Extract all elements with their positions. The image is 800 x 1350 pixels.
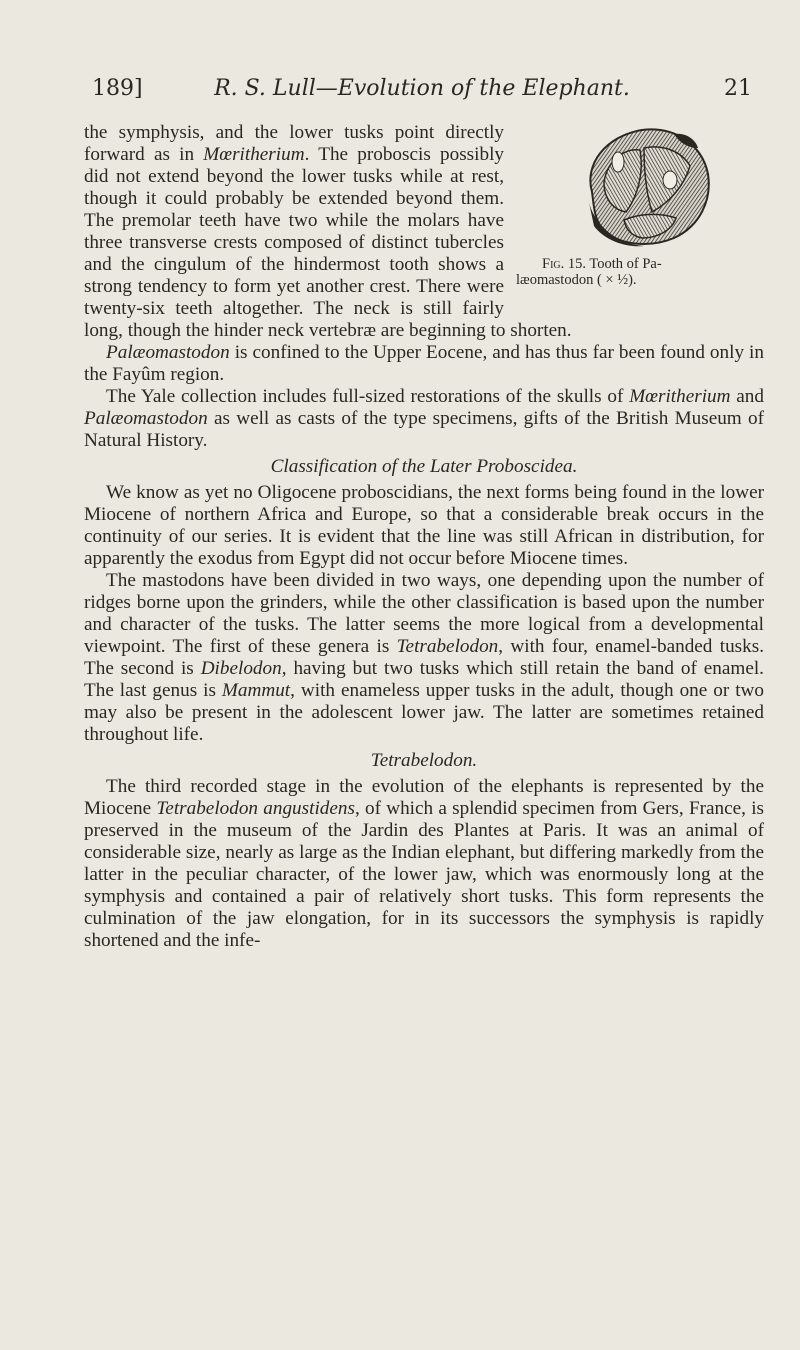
section-heading: Classification of the Later Proboscidea. xyxy=(270,456,578,477)
paragraph-6: The third recorded stage in the evolution of the elephants is represented by the Miocene Tetrabelodon angustidens, of which a splendid specimen from Gers, France, is preserved in the museum of the Jardin des Plantes at Paris. It was an animal of considerable size, nearly as large as the Indian elephant, but differing markedly from the latter in the peculiar character, of the lower jaw, which was enormously long at the symphysis and contained a pair of relatively short tusks. This form represents the culmination of the jaw elongation, for in its successors the symphysis is rapidly shortened and the infe- xyxy=(84,776,764,951)
molar-tooth-drawing xyxy=(574,122,714,254)
species-name: Tetrabelodon angustidens xyxy=(156,798,355,819)
genus-name: Palæomastodon xyxy=(106,342,230,363)
body-text xyxy=(84,122,764,952)
subsection-heading: Tetrabelodon. xyxy=(370,750,478,771)
genus-name: Mœritherium xyxy=(203,144,305,165)
paragraph-1: the symphysis, and the lower tusks point directly forward as in Mœritherium. The proboscis possibly did not extend beyond the lower tusks while at rest, though it could probably be extended beyond them. The premolar teeth have two while the molars have three transverse crests composed of distinct tubercles and the cingulum of the hindermost tooth shows a strong tendency to form yet another crest. There were twenty-six teeth altogether. The neck is still fairly long, though the hinder neck vertebræ are beginning to shorten. xyxy=(84,122,572,341)
caption-line-2: læomastodon ( × ½). xyxy=(516,272,637,288)
figure-15 xyxy=(512,122,768,320)
figure-caption xyxy=(512,256,768,288)
genus-name: Mammut xyxy=(221,680,291,701)
genus-name: Tetrabelodon xyxy=(396,636,499,657)
page-number: 21 xyxy=(724,76,752,101)
genus-name: Palæomastodon xyxy=(84,408,208,429)
paragraph-2: Palæomastodon is confined to the Upper Eocene, and has thus far been found only in the Fayûm region. xyxy=(84,342,764,385)
page-ref: 189] xyxy=(92,76,143,101)
paragraph-4: We know as yet no Oligocene proboscidians, the next forms being found in the lower Miocene of northern Africa and Europe, so that a considerable break occurs in the continuity of our series. It is evident that the line was still African in distribution, for apparently the exodus from Egypt did not occur before Miocene times. xyxy=(84,482,764,569)
paragraph-3: The Yale collection includes full-sized restorations of the skulls of Mœritherium and Palæomastodon as well as casts of the type specimens, gifts of the British Museum of Natural History. xyxy=(84,386,764,451)
genus-name: Mœritherium xyxy=(629,386,731,407)
caption-line-1: Tooth of Pa- xyxy=(589,256,662,272)
figure-label: Fig. 15. xyxy=(542,256,586,272)
running-header xyxy=(92,76,752,106)
paragraph-5: The mastodons have been divided in two ways, one depending upon the number of ridges borne upon the grinders, while the other classification is based upon the number and character of the tusks. The latter seems the more logical from a developmental viewpoint. The first of these genera is Tetrabelodon, with four, enamel-banded tusks. The second is Dibelodon, having but two tusks which still retain the band of enamel. The last genus is Mammut, with enameless upper tusks in the adult, though one or two may also be present in the adolescent lower jaw. The latter are sometimes retained throughout life. xyxy=(84,570,764,745)
genus-name: Dibelodon xyxy=(200,658,282,679)
running-title: R. S. Lull—Evolution of the Elephant. xyxy=(214,76,630,101)
